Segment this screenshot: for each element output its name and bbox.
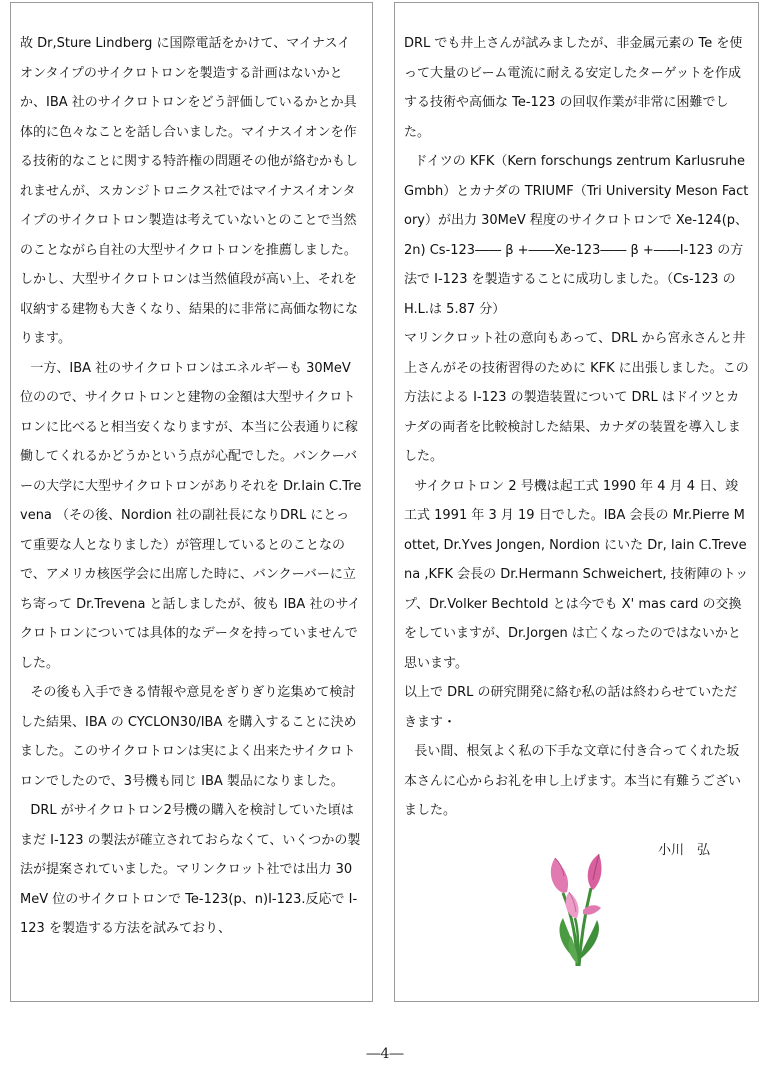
right-paragraph-6: 長い間、根気よく私の下手な文章に付き合ってくれた坂本さんに心からお礼を申し上げます。本当に有難うございました。 <box>404 744 741 818</box>
left-paragraph-1: 故 Dr,Sture Lindberg に国際電話をかけて、マイナスイオンタイプのサイクロトロンを製造する計画はないかとか、IBA 社のサイクロトロンをどう評価しているかとか具体的に色々なことを話し合いました。マイナスイオンを作る技術的なことに関する特許権の問題その他が絡むかもしれませんが、スカンジトロニクス社ではマイナスイオンタイプのサイクロトロン製造は考えていないとのことで当然のことながら自社の大型サイクロトロンを推薦しました。しかし、大型サイクロトロンは当然値段が高い上、それを収納する建物も大きくなり、結果的に非常に高価な物になります。 <box>20 36 359 346</box>
author-signature: 小川 弘 <box>657 842 710 858</box>
left-paragraph-3: その後も入手できる情報や意見をぎりぎり迄集めて検討した結果、IBA の CYCLON30/IBA を購入することに決めました。このサイクロトロンは実によく出来たサイクロトロンでしたので、3号機も同じ IBA 製品になりました。 <box>20 685 357 789</box>
calla-lily-illustration <box>533 848 623 968</box>
left-paragraph-2: 一方、IBA 社のサイクロトロンはエネルギーも 30MeV 位のので、サイクロトロンと建物の金額は大型サイクロトロンに比べると相当安くなりますが、本当に公表通りに稼働してくれるかどうかという点が心配でした。バンクーバーの大学に大型サイクロトロンがありそれを Dr.Iain C.Trevena （その後、Nordion 社の副社長になりDRL にとって重要な人となりました）が管理しているとのことなので、アメリカ核医学会に出席した時に、バンクーバーに立ち寄って Dr.Trevena と話しましたが、彼も IBA 社のサイクロトロンについては具体的なデータを持っていませんでした。 <box>20 360 362 671</box>
left-paragraph-4: DRL がサイクロトロン2号機の購入を検討していた頃はまだ I-123 の製法が確立されておらなくて、いくつかの製法が提案されていました。マリンクロット社では出力 30MeV 位のサイクロトロンで Te-123(p、n)I-123.反応で I-123 を製造する方法を試みており、 <box>20 803 361 936</box>
right-paragraph-4: サイクロトロン 2 号機は起工式 1990 年 4 月 4 日、竣工式 1991 年 3 月 19 日でした。IBA 会長の Mr.Pierre Mottet, Dr.Yves Jongen, Nordion にいた Dr, Iain C.Trevena ,KFK 会長の Dr.Hermann Schweichert, 技術陣のトップ、Dr.Volker Bechtold とは今でも X' mas card の交換をしていますが、Dr.Jorgen は亡くなったのではないかと思います。 <box>404 478 749 671</box>
right-paragraph-3: マリンクロット社の意向もあって、DRL から宮永さんと井上さんがその技術習得のために KFK に出張しました。この方法による I-123 の製造装置について DRL はドイツとカナダの両者を比較検討した結果、カナダの装置を導入しました。 <box>404 331 749 464</box>
page-number: ―4― <box>366 1046 404 1062</box>
right-paragraph-1: DRL でも井上さんが試みましたが、非金属元素の Te を使って大量のビーム電流に耐える安定したターゲットを作成する技術や高価な Te-123 の回収作業が非常に困難でした。 <box>404 36 743 140</box>
right-paragraph-5: 以上で DRL の研究開発に絡む私の話は終わらせていただきます・ <box>404 685 738 730</box>
left-column <box>10 2 373 1002</box>
right-paragraph-2: ドイツの KFK（Kern forschungs zentrum Karlusruhe Gmbh）とカナダの TRIUMF（Tri University Meson Factory）が出力 30MeV 程度のサイクロトロンで Xe-124(p、2n) Cs-123―― β +――Xe-123―― β +――I-123 の方法で I-123 を製造することに成功しました。（Cs-123 の H.L.は 5.87 分） <box>404 154 749 317</box>
right-column <box>394 2 759 1002</box>
